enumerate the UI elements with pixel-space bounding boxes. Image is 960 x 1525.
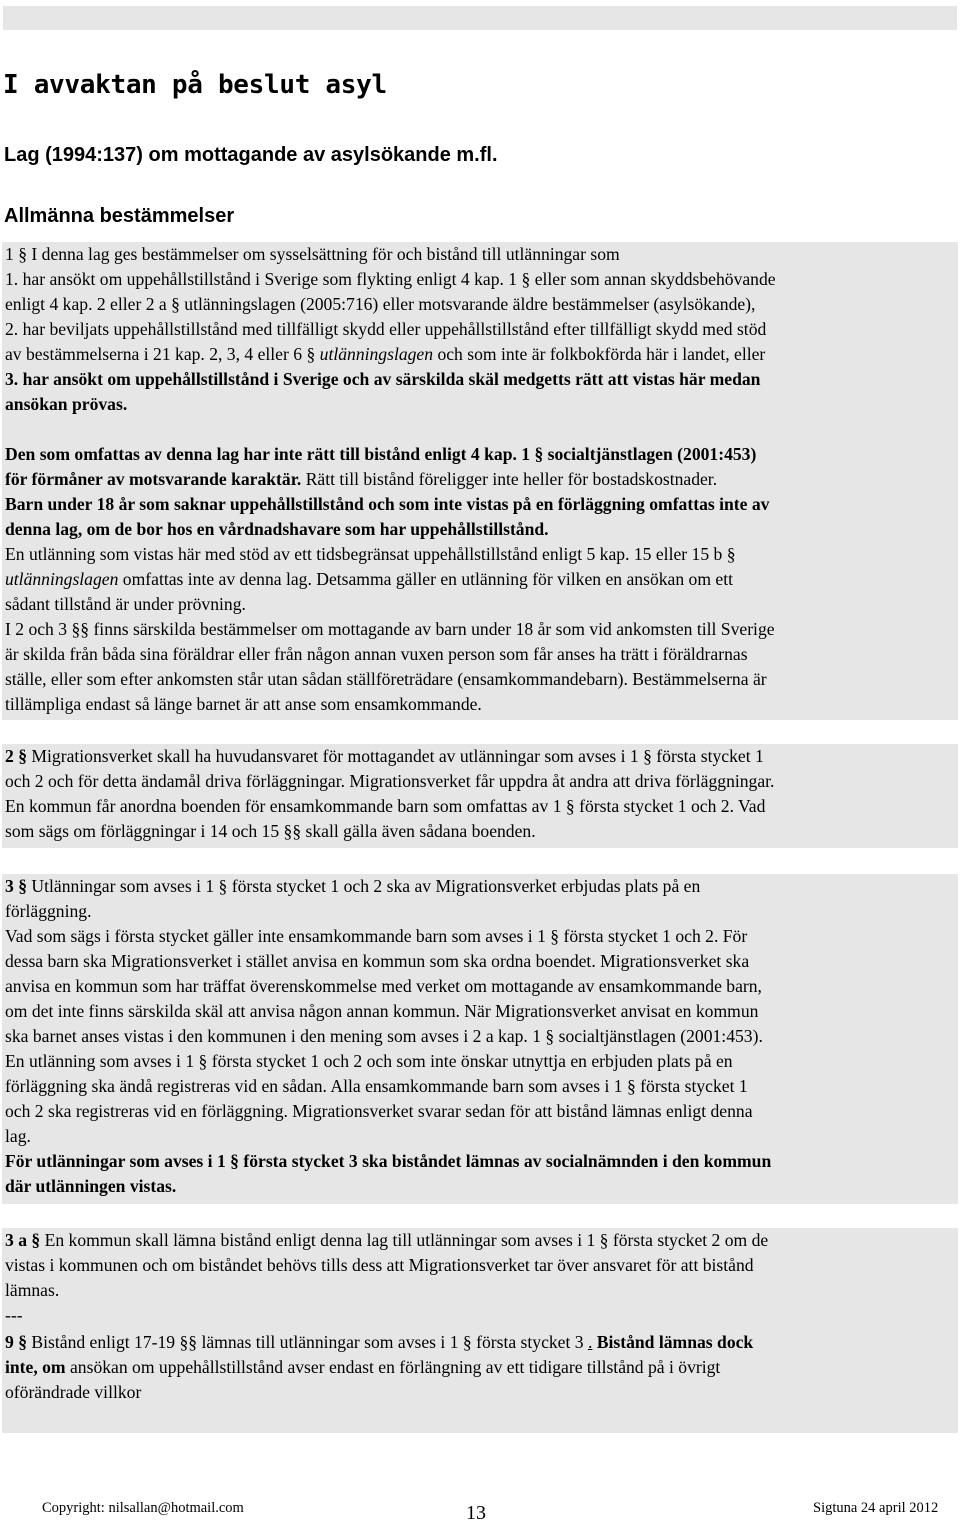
text-line: 2 § Migrationsverket skall ha huvudansvaret för mottagandet av utlänningar som avses i 1 § första stycket 1 — [5, 746, 764, 766]
text-line: Den som omfattas av denna lag har inte rätt till bistånd enligt 4 kap. 1 § socialtjänstlagen (2001:453) — [5, 444, 757, 464]
text-line: ska barnet anses vistas i den kommunen i den mening som avses i 2 a kap. 1 § socialtjänstlagen (2001:453). — [5, 1026, 763, 1046]
text-line: som sägs om förläggningar i 14 och 15 §§ skall gälla även sådana boenden. — [5, 821, 536, 841]
text-line: denna lag, om de bor hos en vårdnadshavare som har uppehållstillstånd. — [5, 519, 549, 539]
text-line: ansökan prövas. — [5, 394, 128, 414]
text-line: 2. har beviljats uppehållstillstånd med tillfälligt skydd eller uppehållstillstånd efter tillfälligt skydd med stöd — [5, 319, 767, 339]
text-line: 1 § I denna lag ges bestämmelser om sysselsättning för och bistånd till utlänningar som — [5, 244, 620, 264]
text-line: lämnas. — [5, 1280, 60, 1300]
text-line: För utlänningar som avses i 1 § första stycket 3 ska biståndet lämnas av socialnämnden i den kommun — [5, 1151, 772, 1171]
section-2-block — [2, 744, 958, 848]
text-line: och 2 och för detta ändamål driva förläggningar. Migrationsverket får uppdra åt andra att driva förläggningar. — [5, 771, 775, 791]
text-line: sådant tillstånd är under prövning. — [5, 594, 246, 614]
text-line: 3 § Utlänningar som avses i 1 § första stycket 1 och 2 ska av Migrationsverket erbjudas plats på en — [5, 876, 701, 896]
text-line: ställe, eller som efter ankomsten står utan sådan ställföreträdare (ensamkommandebarn). Bestämmelserna är — [5, 669, 767, 689]
footer-place-date: Sigtuna 24 april 2012 — [813, 1500, 939, 1516]
text-line: --- — [5, 1305, 23, 1325]
text-line: 9 § Bistånd enligt 17-19 §§ lämnas till utlänningar som avses i 1 § första stycket 3 . Bistånd lämnas dock — [5, 1332, 754, 1352]
text-line: av bestämmelserna i 21 kap. 2, 3, 4 eller 6 § utlänningslagen och som inte är folkbokförda här i landet, eller — [5, 344, 766, 364]
text-line: oförändrade villkor — [5, 1382, 142, 1402]
footer-copyright: Copyright: nilsallan@hotmail.com — [42, 1500, 244, 1516]
text-line: inte, om ansökan om uppehållstillstånd avser endast en förlängning av ett tidigare tillstånd på i övrigt — [5, 1357, 721, 1377]
text-line: om det inte finns särskilda skäl att anvisa någon annan kommun. När Migrationsverket anvisat en kommun — [5, 1001, 759, 1021]
footer-page-number: 13 — [466, 1502, 486, 1524]
text-line: vistas i kommunen och om biståndet behövs tills dess att Migrationsverket tar över ansvaret för att bistånd — [5, 1255, 754, 1275]
law-title: Lag (1994:137) om mottagande av asylsökande m.fl. — [4, 144, 498, 166]
text-line: 3 a § En kommun skall lämna bistånd enligt denna lag till utlänningar som avses i 1 § första stycket 2 om de — [5, 1230, 769, 1250]
text-line: är skilda från båda sina föräldrar eller från någon annan vuxen person som får anses ha trätt i föräldrarnas — [5, 644, 748, 664]
text-line: där utlänningen vistas. — [5, 1176, 177, 1196]
section-1-block — [2, 242, 958, 720]
text-line: för förmåner av motsvarande karaktär. Rätt till bistånd föreligger inte heller för bostadskostnader. — [5, 469, 718, 489]
text-line: anvisa en kommun som har träffat överenskommelse med verket om mottagande av ensamkommande barn, — [5, 976, 762, 996]
text-line: förläggning. — [5, 901, 92, 921]
text-line: enligt 4 kap. 2 eller 2 a § utlänningslagen (2005:716) eller motsvarande äldre bestämmelser (asylsökande), — [5, 294, 756, 314]
text-line: En utlänning som vistas här med stöd av ett tidsbegränsat uppehållstillstånd enligt 5 kap. 15 eller 15 b § — [5, 544, 736, 564]
text-line: dessa barn ska Migrationsverket i stället anvisa en kommun som ska ordna boendet. Migrationsverket ska — [5, 951, 750, 971]
section-title: Allmänna bestämmelser — [4, 205, 235, 227]
text-line: Vad som sägs i första stycket gäller inte ensamkommande barn som avses i 1 § första stycket 1 och 2. För — [5, 926, 748, 946]
text-line: utlänningslagen omfattas inte av denna lag. Detsamma gäller en utlänning för vilken en ansökan om ett — [5, 569, 734, 589]
link-dot[interactable]: . — [587, 1332, 593, 1352]
section-3-block — [2, 874, 958, 1204]
section-3a-block — [2, 1228, 958, 1433]
page-heading: I avvaktan på beslut asyl — [3, 70, 387, 100]
header-bar — [3, 6, 957, 30]
text-line: förläggning ska ändå registreras vid en sådan. Alla ensamkommande barn som avses i 1 § första stycket 1 — [5, 1076, 748, 1096]
text-line: 3. har ansökt om uppehållstillstånd i Sverige och av särskilda skäl medgetts rätt att vistas här medan — [5, 369, 761, 389]
text-line: tillämpliga endast så länge barnet är att anse som ensamkommande. — [5, 694, 482, 714]
text-line: En utlänning som avses i 1 § första stycket 1 och 2 och som inte önskar utnyttja en erbjuden plats på en — [5, 1051, 733, 1071]
text-line: I 2 och 3 §§ finns särskilda bestämmelser om mottagande av barn under 18 år som vid ankomsten till Sverige — [5, 619, 775, 639]
text-line: och 2 ska registreras vid en förläggning. Migrationsverket svarar sedan för att bistånd lämnas enligt denna — [5, 1101, 753, 1121]
text-line: En kommun får anordna boenden för ensamkommande barn som omfattas av 1 § första stycket 1 och 2. Vad — [5, 796, 766, 816]
text-line: Barn under 18 år som saknar uppehållstillstånd och som inte vistas på en förläggning omfattas inte av — [5, 494, 770, 514]
text-line: lag. — [5, 1126, 31, 1146]
text-line: 1. har ansökt om uppehållstillstånd i Sverige som flykting enligt 4 kap. 1 § eller som annan skyddsbehövande — [5, 269, 776, 289]
